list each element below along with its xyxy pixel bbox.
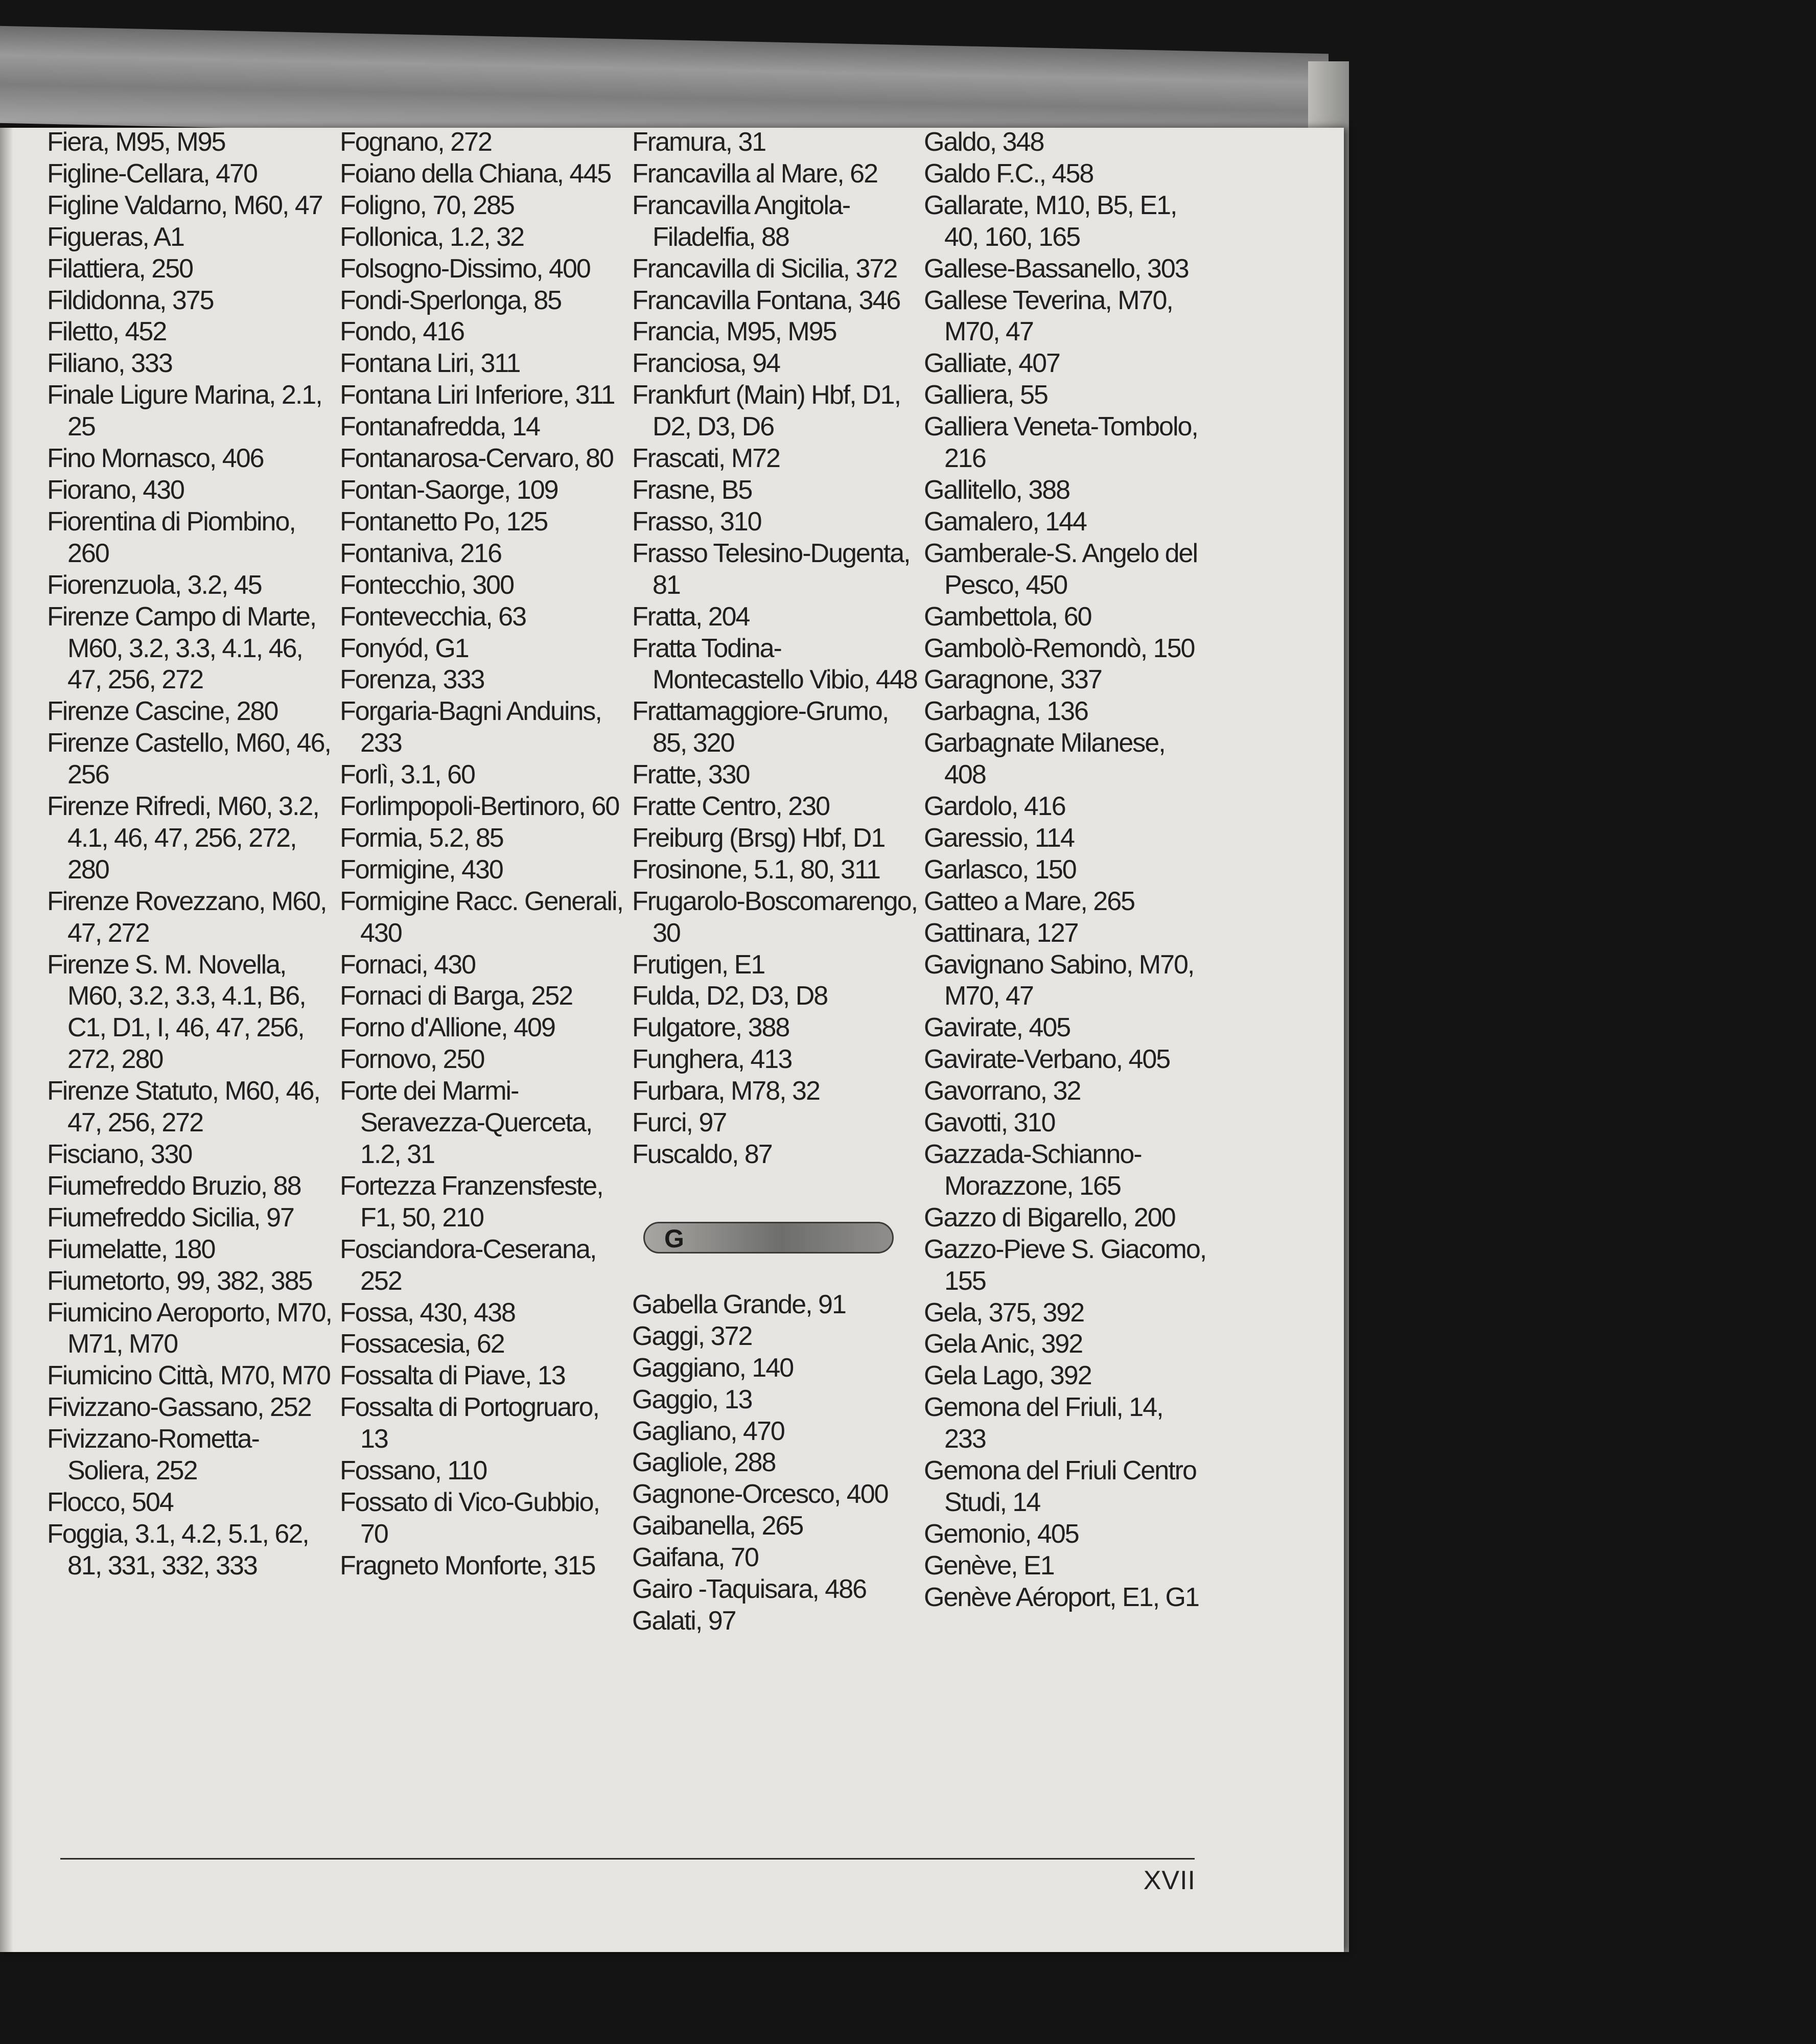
index-entry: Frosinone, 5.1, 80, 311 <box>632 854 880 885</box>
index-entry: Galdo, 348 <box>924 127 1044 157</box>
index-entry: Fiumelatte, 180 <box>47 1234 215 1264</box>
f-entries-col3 <box>632 127 918 1171</box>
index-entry: Fratta Todina-Montecastello Vibio, 448 <box>632 633 917 695</box>
index-entry: Galati, 97 <box>632 1606 736 1636</box>
index-entry: Galliera Veneta-Tombolo, 216 <box>924 412 1198 474</box>
index-entry: Fossano, 110 <box>340 1456 487 1486</box>
index-entry: Fulgatore, 388 <box>632 1013 789 1043</box>
index-entry: Gemona del Friuli Centro Studi, 14 <box>924 1456 1196 1517</box>
index-entry: Gazzo-Pieve S. Giacomo, 155 <box>924 1234 1206 1296</box>
index-entry: Gattinara, 127 <box>924 918 1078 948</box>
index-entry: Fossacesia, 62 <box>340 1329 504 1359</box>
index-entry: Foggia, 3.1, 4.2, 5.1, 62, 81, 331, 332, 333 <box>47 1519 309 1581</box>
index-entry: Fossa, 430, 438 <box>340 1297 515 1328</box>
index-entry: Fivizzano-Gassano, 252 <box>47 1392 311 1423</box>
footer-rule <box>60 1858 1195 1860</box>
index-entry: Fuscaldo, 87 <box>632 1140 772 1169</box>
section-letter: G <box>664 1224 684 1253</box>
index-entry: Fontecchio, 300 <box>340 570 514 600</box>
index-entry: Frasso, 310 <box>632 506 761 537</box>
index-entry: Fiorano, 430 <box>47 475 184 505</box>
index-entry: Fossato di Vico-Gubbio, 70 <box>340 1487 599 1549</box>
index-entry: Frasso Telesino-Dugenta, 81 <box>632 538 910 600</box>
index-entry: Figueras, A1 <box>47 222 184 252</box>
index-entry: Fildidonna, 375 <box>47 285 214 315</box>
index-entry: Fornaci, 430 <box>340 949 476 980</box>
index-entry: Firenze Statuto, M60, 46, 47, 256, 272 <box>47 1076 320 1138</box>
index-entry: Gagliole, 288 <box>632 1448 776 1478</box>
index-entry: Fratte, 330 <box>632 760 750 790</box>
index-entry: Formigine, 430 <box>340 854 503 885</box>
index-entry: Gallese Teverina, M70, M70, 47 <box>924 285 1173 347</box>
index-entry: Follonica, 1.2, 32 <box>340 222 524 252</box>
index-entry: Garessio, 114 <box>924 823 1074 853</box>
index-entry: Garagnone, 337 <box>924 665 1102 695</box>
index-entry: Gaifana, 70 <box>632 1543 758 1573</box>
index-entry: Gemona del Friuli, 14, 233 <box>924 1392 1163 1454</box>
index-entry: Francavilla Angitola-Filadelfia, 88 <box>632 190 850 252</box>
index-entry: Fosciandora-Ceserana, 252 <box>340 1234 596 1296</box>
index-entry: Fratte Centro, 230 <box>632 792 829 822</box>
index-entry: Gavorrano, 32 <box>924 1076 1081 1106</box>
index-entry: Garlasco, 150 <box>924 854 1076 885</box>
index-entry: Forenza, 333 <box>340 665 484 695</box>
index-entry: Finale Ligure Marina, 2.1, 25 <box>47 380 322 442</box>
index-entry: Gallese-Bassanello, 303 <box>924 253 1189 284</box>
index-entry: Fivizzano-Rometta-Soliera, 252 <box>47 1424 259 1486</box>
index-entry: Firenze Rovezzano, M60, 47, 272 <box>47 886 327 948</box>
index-entry: Filetto, 452 <box>47 317 167 347</box>
index-entry: Garbagnate Milanese, 408 <box>924 728 1165 790</box>
index-entry: Gavirate-Verbano, 405 <box>924 1044 1170 1075</box>
index-entry: Fisciano, 330 <box>47 1140 192 1169</box>
index-entry: Gela, 375, 392 <box>924 1297 1084 1328</box>
index-entry: Gamalero, 144 <box>924 506 1086 537</box>
index-entry: Filiano, 333 <box>47 349 172 379</box>
index-entry: Fontana Liri, 311 <box>340 349 520 379</box>
index-entry: Fontana Liri Inferiore, 311 <box>340 380 615 410</box>
index-entry: Fontevecchia, 63 <box>340 601 526 632</box>
index-entry: Fontanafredda, 14 <box>340 412 540 442</box>
index-entry: Fiorentina di Piombino, 260 <box>47 506 295 568</box>
index-entry: Frasne, B5 <box>632 475 752 505</box>
page-number: XVII <box>1143 1866 1196 1895</box>
index-entry: Framura, 31 <box>632 127 766 157</box>
index-entry: Fiumefreddo Bruzio, 88 <box>47 1171 301 1201</box>
index-entry: Forlì, 3.1, 60 <box>340 760 475 790</box>
index-entry: Fornaci di Barga, 252 <box>340 981 573 1011</box>
index-entry: Gaggi, 372 <box>632 1321 752 1351</box>
index-entry: Gardolo, 416 <box>924 792 1065 822</box>
index-entry: Gambettola, 60 <box>924 601 1091 632</box>
index-entry: Foligno, 70, 285 <box>340 190 514 220</box>
index-entry: Gavignano Sabino, M70, M70, 47 <box>924 949 1194 1011</box>
index-entry: Fondo, 416 <box>340 317 464 347</box>
index-entry: Formia, 5.2, 85 <box>340 823 503 853</box>
index-entry: Forno d'Allione, 409 <box>340 1013 555 1043</box>
index-entry: Figline-Cellara, 470 <box>47 158 257 189</box>
index-entry: Franciosa, 94 <box>632 349 780 379</box>
index-entry: Forte dei Marmi-Seravezza-Querceta, 1.2, 31 <box>340 1076 592 1169</box>
index-entry: Frugarolo-Boscomarengo, 30 <box>632 886 918 948</box>
index-entry: Frankfurt (Main) Hbf, D1, D2, D3, D6 <box>632 380 901 442</box>
index-entry: Gallarate, M10, B5, E1, 40, 160, 165 <box>924 190 1177 252</box>
index-entry: Freiburg (Brsg) Hbf, D1 <box>632 823 885 853</box>
index-column-2 <box>340 127 626 1582</box>
index-entry: Frutigen, E1 <box>632 949 765 980</box>
g-entries-col3 <box>632 1289 918 1637</box>
index-entry: Gagnone-Orcesco, 400 <box>632 1479 888 1509</box>
index-entry: Fondi-Sperlonga, 85 <box>340 285 562 315</box>
section-g-badge <box>643 1222 894 1253</box>
index-entry: Folsogno-Dissimo, 400 <box>340 253 590 284</box>
index-entry: Gairo -Taquisara, 486 <box>632 1574 867 1605</box>
index-entry: Francavilla di Sicilia, 372 <box>632 253 897 284</box>
index-entry: Firenze Campo di Marte, M60, 3.2, 3.3, 4.1, 46, 47, 256, 272 <box>47 601 316 695</box>
index-entry: Gallitello, 388 <box>924 475 1070 505</box>
index-entry: Firenze Rifredi, M60, 3.2, 4.1, 46, 47, 256, 272, 280 <box>47 792 319 885</box>
index-entry: Gaggiano, 140 <box>632 1353 794 1383</box>
index-entry: Gatteo a Mare, 265 <box>924 886 1135 916</box>
index-entry: Gamberale-S. Angelo del Pesco, 450 <box>924 538 1198 600</box>
index-entry: Gazzo di Bigarello, 200 <box>924 1202 1175 1233</box>
index-entry: Galdo F.C., 458 <box>924 158 1093 189</box>
index-entry: Fontanetto Po, 125 <box>340 506 548 537</box>
index-entry: Flocco, 504 <box>47 1487 173 1517</box>
index-entry: Firenze Castello, M60, 46, 256 <box>47 728 331 790</box>
index-entry: Fiorenzuola, 3.2, 45 <box>47 570 262 600</box>
index-entry: Fornovo, 250 <box>340 1044 484 1075</box>
index-entry: Francia, M95, M95 <box>632 317 836 347</box>
index-entry: Gemonio, 405 <box>924 1519 1079 1549</box>
index-entry: Foiano della Chiana, 445 <box>340 158 611 189</box>
index-entry: Francavilla al Mare, 62 <box>632 158 877 189</box>
index-entry: Gagliano, 470 <box>632 1416 784 1446</box>
index-entry: Fratta, 204 <box>632 601 750 632</box>
page-gutter-shadow <box>0 128 13 1952</box>
index-entry: Fiera, M95, M95 <box>47 127 225 157</box>
index-entry: Furbara, M78, 32 <box>632 1076 820 1106</box>
index-entry: Forlimpopoli-Bertinoro, 60 <box>340 792 619 822</box>
index-column-4 <box>924 127 1210 1614</box>
index-entry: Fontanarosa-Cervaro, 80 <box>340 444 613 474</box>
index-entry: Firenze Cascine, 280 <box>47 696 278 727</box>
index-entry: Fiumetorto, 99, 382, 385 <box>47 1266 312 1296</box>
index-entry: Figline Valdarno, M60, 47 <box>47 190 322 220</box>
index-entry: Gela Anic, 392 <box>924 1329 1083 1359</box>
index-entry: Garbagna, 136 <box>924 696 1088 727</box>
index-entry: Galliate, 407 <box>924 349 1060 379</box>
index-entry: Fonyód, G1 <box>340 633 469 663</box>
index-entry: Frascati, M72 <box>632 444 780 474</box>
index-entry: Fiumefreddo Sicilia, 97 <box>47 1202 294 1233</box>
index-entry: Gambolò-Remondò, 150 <box>924 633 1195 663</box>
index-entry: Forgaria-Bagni Anduins, 233 <box>340 696 601 758</box>
index-entry: Genève, E1 <box>924 1550 1054 1581</box>
index-entry: Fiumicino Città, M70, M70 <box>47 1361 330 1391</box>
index-entry: Gavotti, 310 <box>924 1108 1055 1138</box>
index-entry: Gaggio, 13 <box>632 1384 752 1414</box>
index-entry: Fognano, 272 <box>340 127 492 157</box>
index-entry: Fiumicino Aeroporto, M70, M71, M70 <box>47 1297 332 1359</box>
index-entry: Gavirate, 405 <box>924 1013 1070 1043</box>
index-entry: Filattiera, 250 <box>47 253 193 284</box>
index-column-1 <box>47 127 333 1582</box>
index-entry: Fulda, D2, D3, D8 <box>632 981 828 1011</box>
index-entry: Gela Lago, 392 <box>924 1361 1091 1391</box>
index-entry: Fino Mornasco, 406 <box>47 444 264 474</box>
index-entry: Genève Aéroport, E1, G1 <box>924 1582 1199 1612</box>
index-entry: Fragneto Monforte, 315 <box>340 1550 595 1581</box>
index-entry: Galliera, 55 <box>924 380 1047 410</box>
index-column-3 <box>632 127 918 1637</box>
index-entry: Firenze S. M. Novella, M60, 3.2, 3.3, 4.1, B6, C1, D1, I, 46, 47, 256, 272, 280 <box>47 949 306 1075</box>
index-entry: Fossalta di Piave, 13 <box>340 1361 565 1391</box>
index-entry: Furci, 97 <box>632 1108 727 1138</box>
index-entry: Fontaniva, 216 <box>340 538 502 568</box>
index-entry: Gabella Grande, 91 <box>632 1289 846 1319</box>
index-entry: Formigine Racc. Generali, 430 <box>340 886 623 948</box>
index-entry: Fortezza Franzensfeste, F1, 50, 210 <box>340 1171 603 1233</box>
index-entry: Fossalta di Portogruaro, 13 <box>340 1392 599 1454</box>
index-entry: Francavilla Fontana, 346 <box>632 285 900 315</box>
index-entry: Gaibanella, 265 <box>632 1511 803 1541</box>
index-entry: Gazzada-Schianno-Morazzone, 165 <box>924 1140 1142 1201</box>
index-entry: Fontan-Saorge, 109 <box>340 475 558 505</box>
index-entry: Frattamaggiore-Grumo, 85, 320 <box>632 696 889 758</box>
index-entry: Funghera, 413 <box>632 1044 792 1075</box>
